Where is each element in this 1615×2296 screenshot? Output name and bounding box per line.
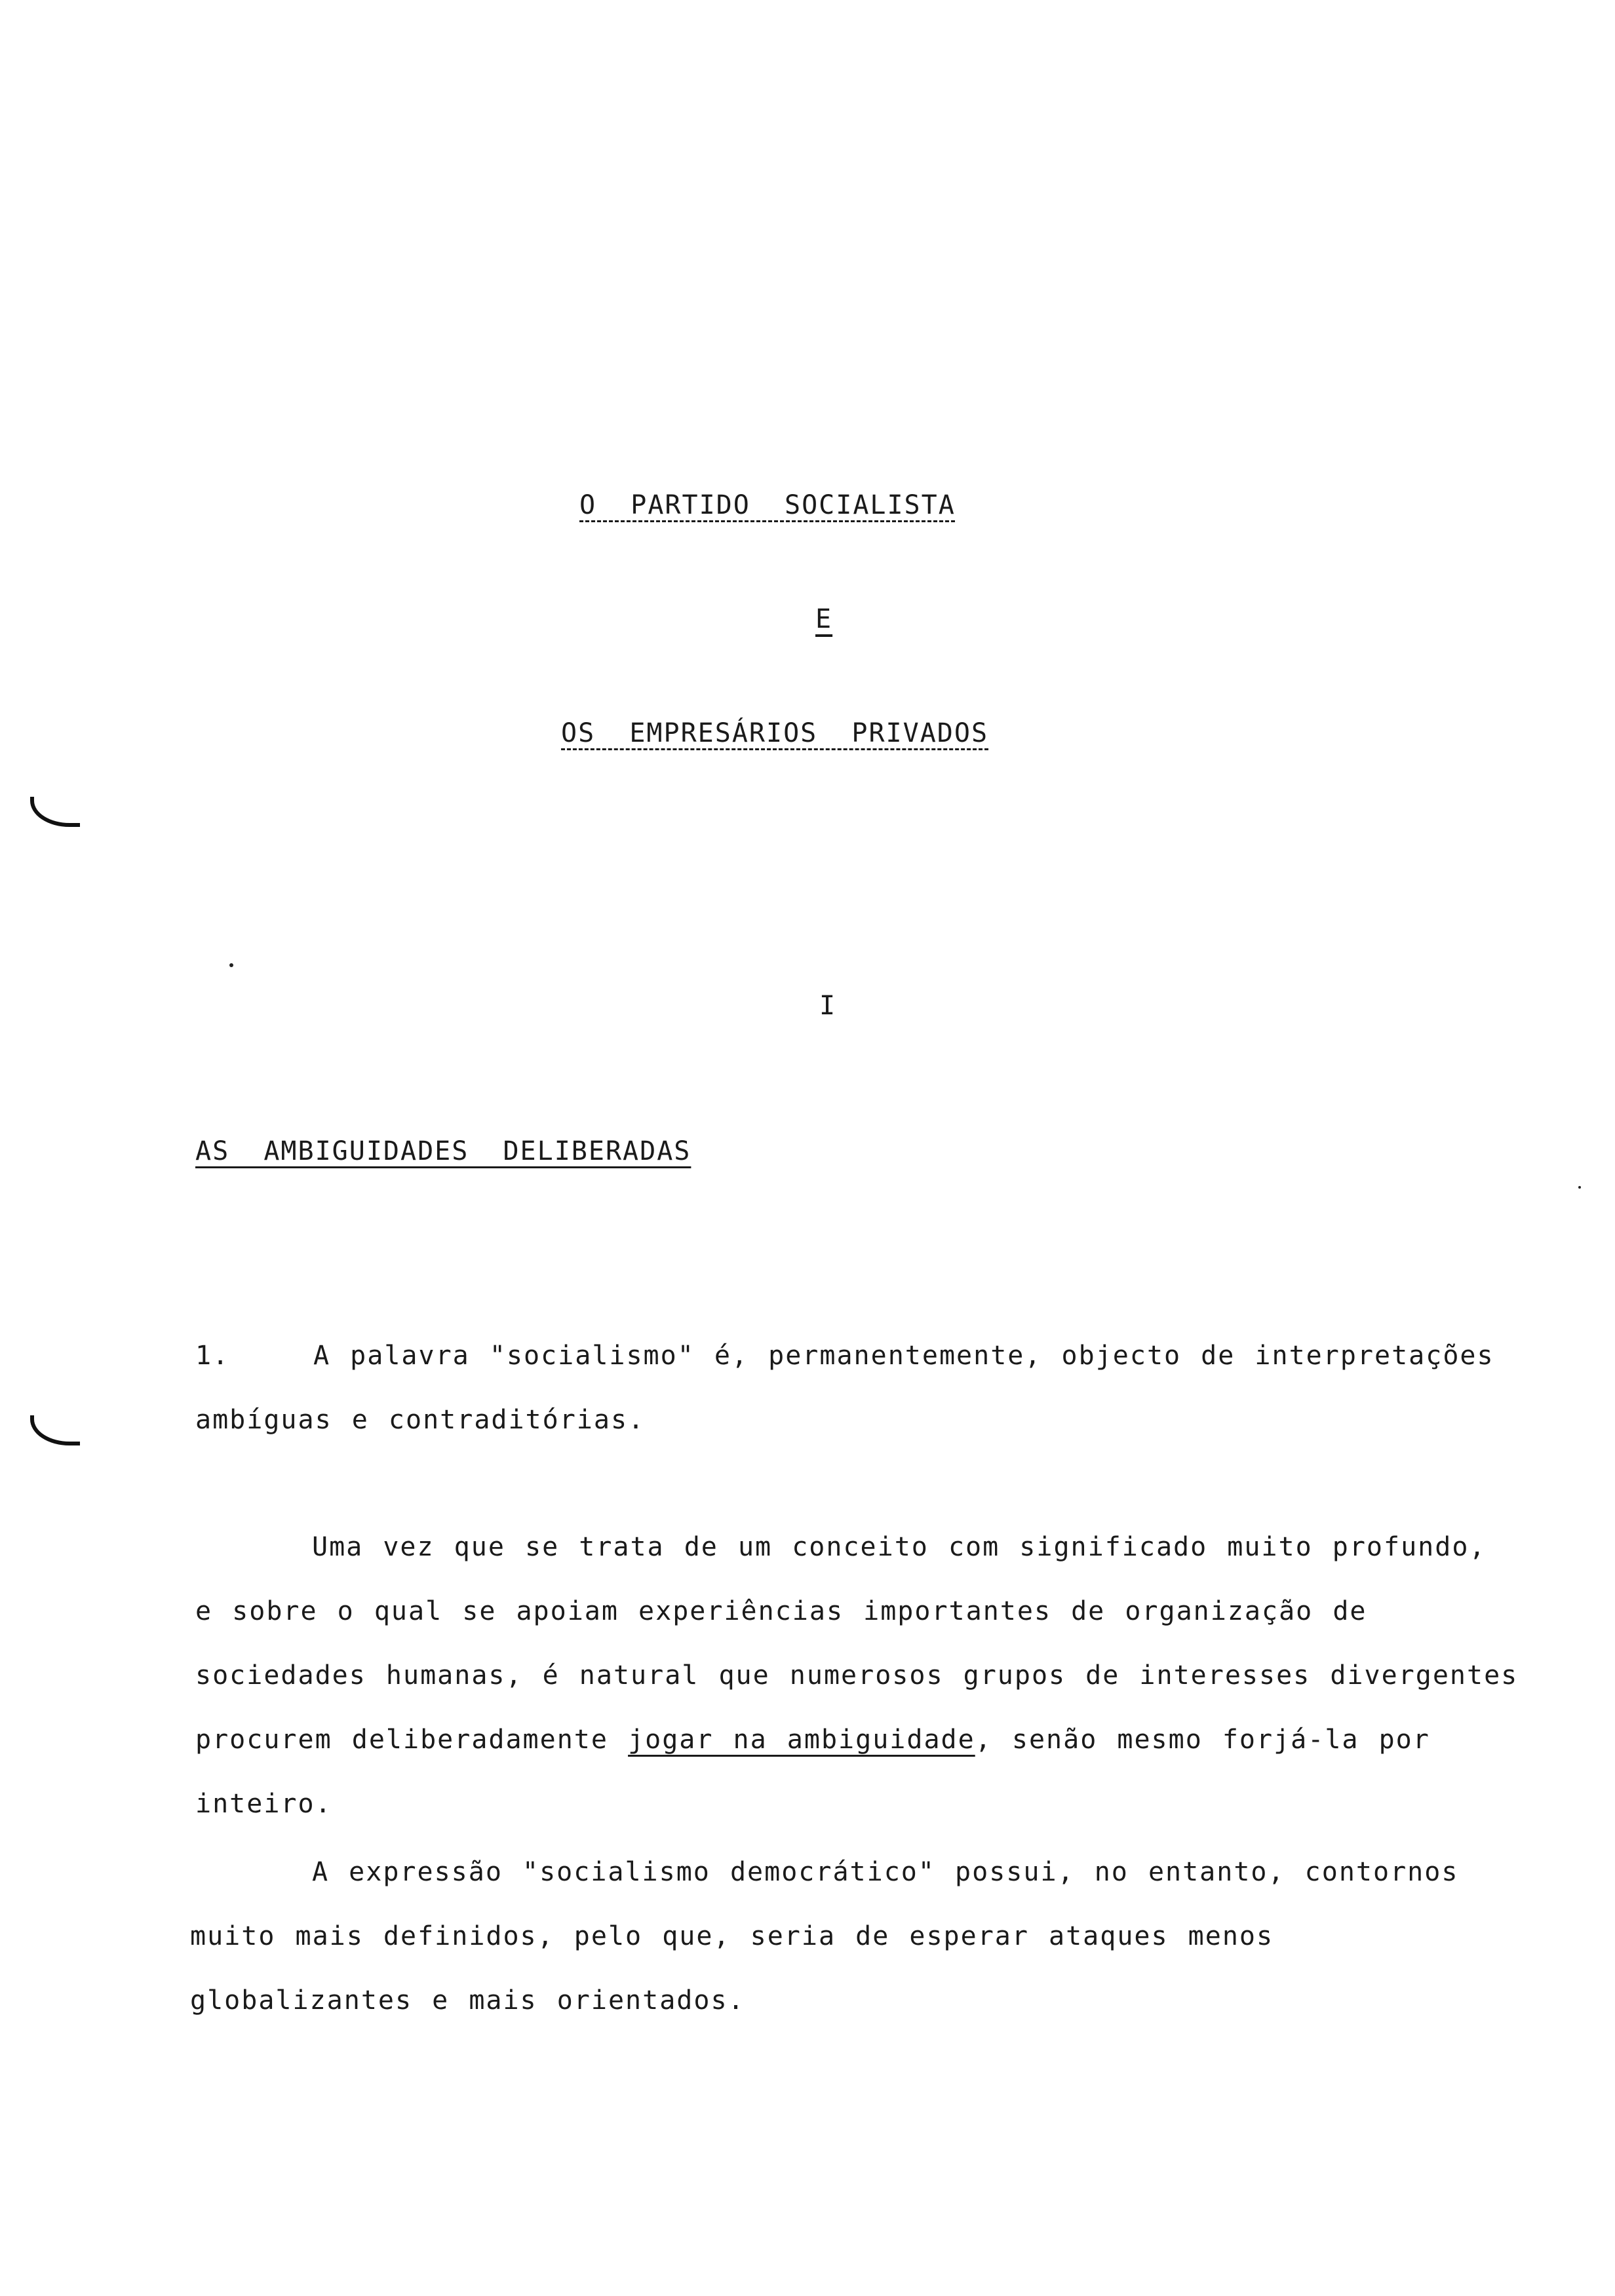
paragraph-2 <box>195 1515 1519 1836</box>
underlined-phrase: jogar na ambiguidade <box>628 1725 975 1755</box>
paragraph-3 <box>190 1840 1514 2033</box>
document-title-line-3: OS EMPRESÁRIOS PRIVADOS <box>561 718 989 748</box>
paragraph-text: A palavra "socialismo" é, permanentemente, objecto de interpretações ambíguas e contraditórias. <box>195 1341 1494 1435</box>
binder-hole-mark <box>30 797 80 827</box>
binder-hole-mark <box>30 1415 80 1445</box>
paragraph-text: , senão mesmo forjá-la por inteiro. <box>195 1725 1430 1819</box>
section-numeral: I <box>819 991 837 1021</box>
document-title-line-2: E <box>815 604 833 634</box>
paragraph-text: A expressão "socialismo democrático" possui, no entanto, contornos muito mais definidos, pelo que, seria de esperar ataques menos globalizantes e mais orientados. <box>190 1857 1459 2016</box>
paragraph-number: 1. <box>195 1341 230 1371</box>
paper-speck <box>229 963 233 967</box>
section-heading: AS AMBIGUIDADES DELIBERADAS <box>195 1136 691 1166</box>
document-title-line-1: O PARTIDO SOCIALISTA <box>579 490 956 520</box>
paragraph-text: Uma vez que se trata de um conceito com significado muito profundo, e sobre o qual se apoiam experiências importantes de organização de sociedades humanas, é natural que numerosos grupos de interesses divergentes procurem deliberadamente <box>195 1532 1519 1755</box>
paragraph-1 <box>195 1324 1519 1452</box>
paper-speck <box>1578 1186 1581 1189</box>
